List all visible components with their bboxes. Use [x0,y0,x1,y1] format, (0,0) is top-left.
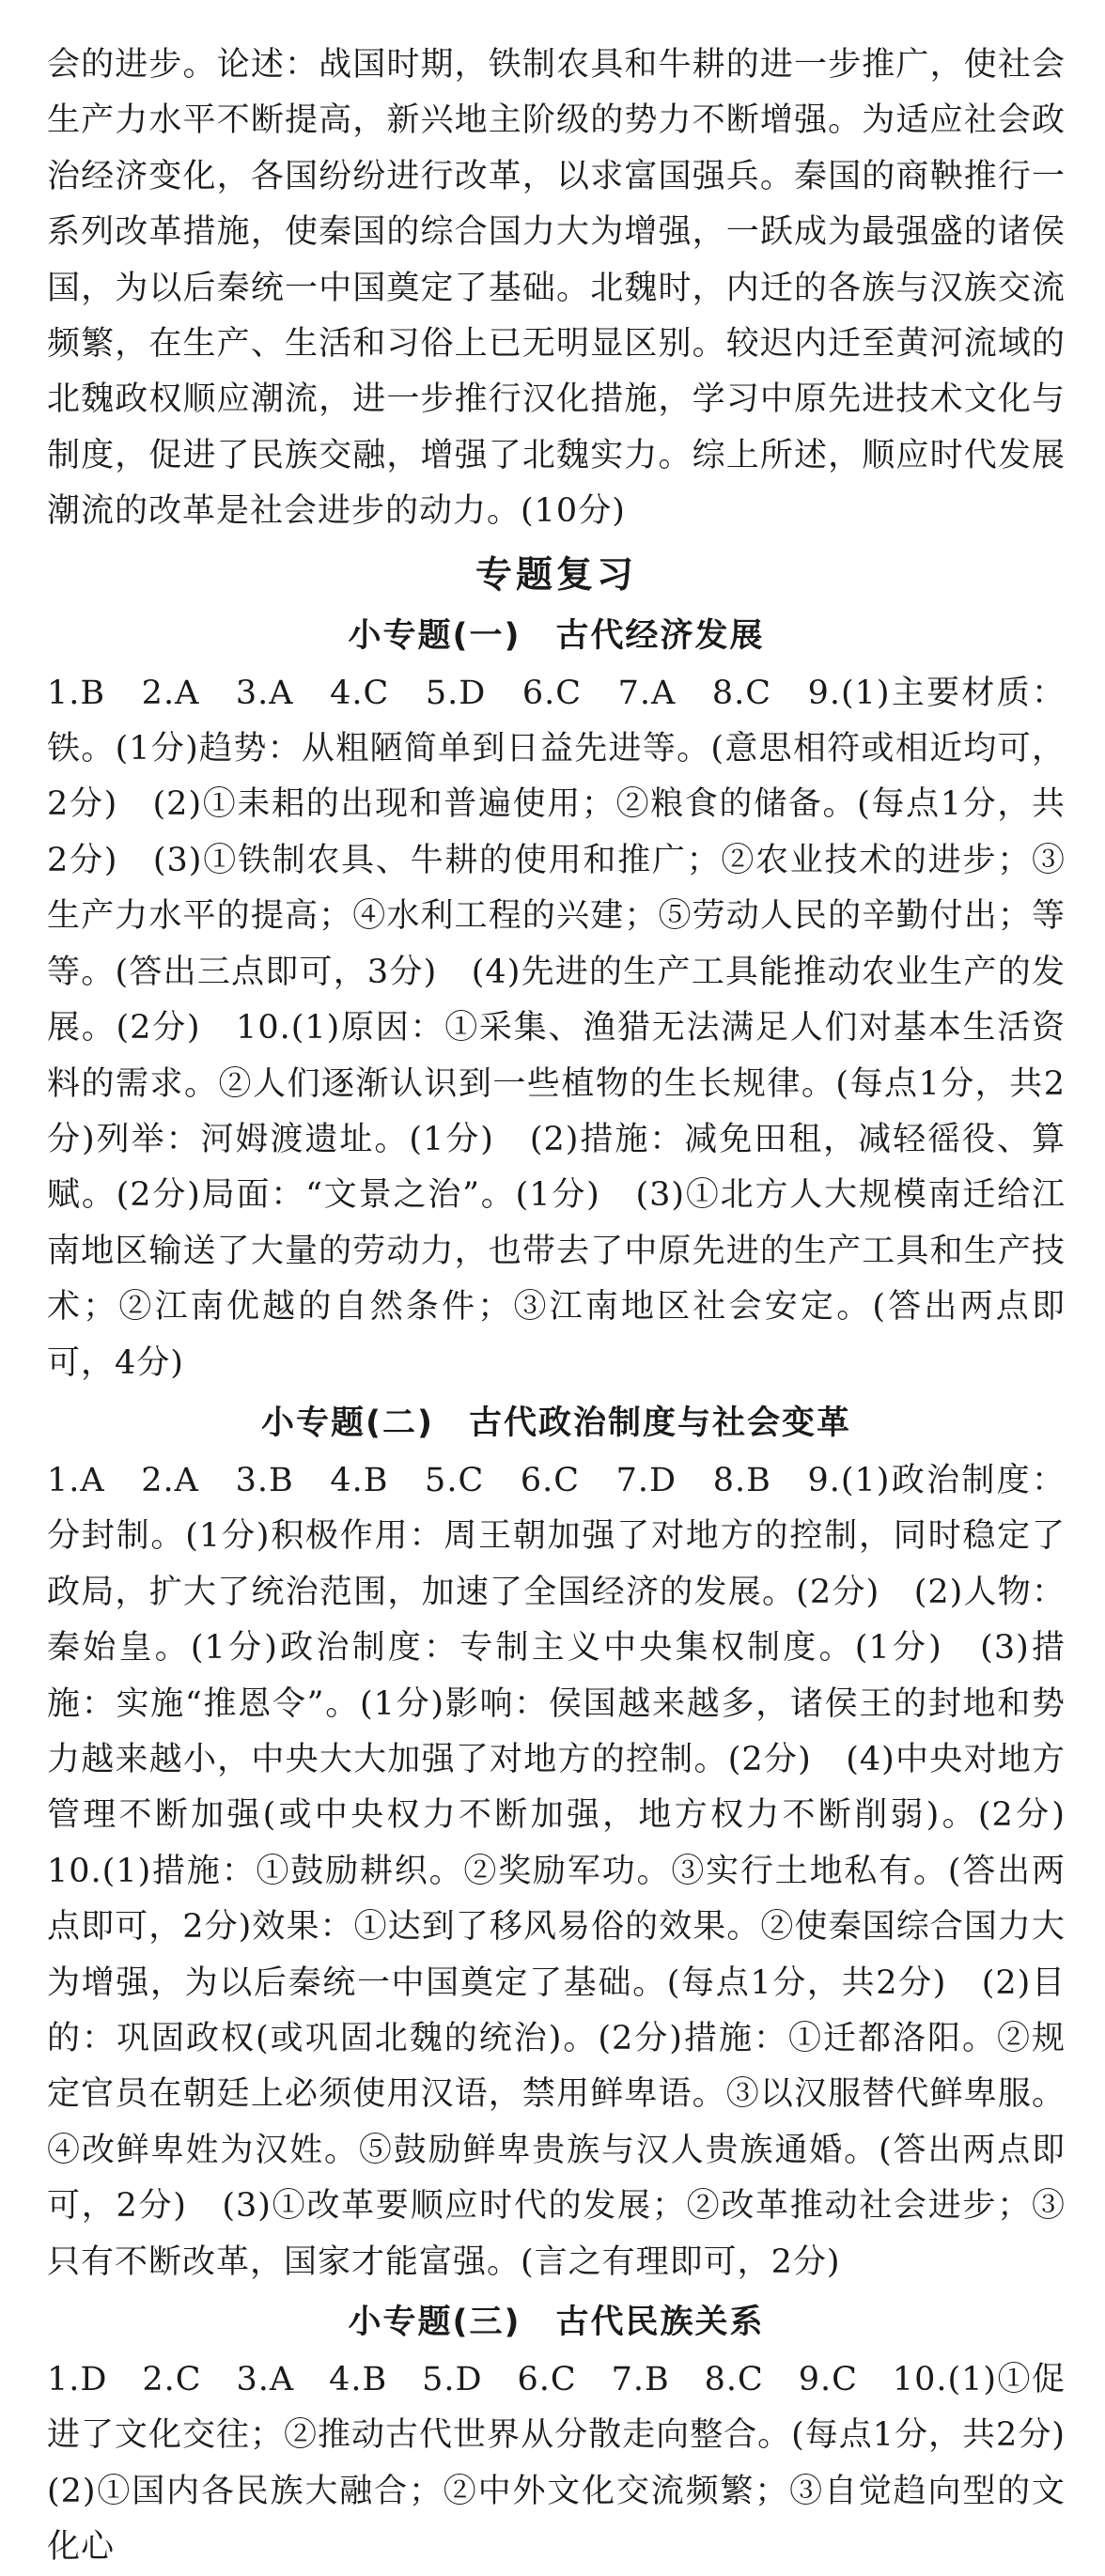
section-politics [47,1395,1100,2290]
intro-paragraph: 会的进步。论述：战国时期，铁制农具和牛耕的进一步推广，使社会生产力水平不断提高，新兴地主阶级的势力不断增强。为适应社会政治经济变化，各国纷纷进行改革，以求富国强兵。秦国的商鞅推行一系列改革措施，使秦国的综合国力大为增强，一跃成为最强盛的诸侯国，为以后秦统一中国奠定了基础。北魏时，内迁的各族与汉族交流频繁，在生产、生活和习俗上已无明显区别。较迟内迁至黄河流域的北魏政权顺应潮流，进一步推行汉化措施，学习中原先进技术文化与制度，促进了民族交融，增强了北魏实力。综上所述，顺应时代发展潮流的改革是社会进步的动力。(10分) [47,46,1066,531]
main-title: 专题复习 [475,553,637,597]
section-economy [47,608,1066,1391]
section-body: 1.D 2.C 3.A 4.B 5.D 6.C 7.B 8.C 9.C 10.(1)①促进了文化交往；②推动古代世界从分散走向整合。(每点1分，共2分) (2)①国内各民族大融合；②中外文化交流频繁；③自觉趋向型的文化心 [47,2361,1100,2567]
section-title: 小专题(二) 古代政治制度与社会变革 [261,1404,851,1442]
section-title: 小专题(一) 古代经济发展 [348,616,765,655]
section-title: 小专题(三) 古代民族关系 [348,2304,765,2342]
section-body: 1.B 2.A 3.A 4.C 5.D 6.C 7.A 8.C 9.(1)主要材质：铁。(1分)趋势：从粗陋简单到日益先进等。(意思相符或相近均可，2分) (2)①耒耜的出现和普遍使用；②粮食的储备。(每点1分，共2分) (3)①铁制农具、牛耕的使用和推广；②农业技术的进步；③生产力水平的提高；④水利工程的兴建；⑤劳动人民的辛勤付出；等等。(答出三点即可，3分) (4)先进的生产工具能推动农业生产的发展。(2分) 10.(1)原因：①采集、渔猎无法满足人们对基本生活资料的需求。②人们逐渐认识到一些植物的生长规律。(每点1分，共2分)列举：河姆渡遗址。(1分) (2)措施：减免田租，减轻徭役、算赋。(2分)局面：“文景之治”。(1分) (3)①北方人大规模南迁给江南地区输送了大量的劳动力，也带去了中原先进的生产工具和生产技术；②江南优越的自然条件；③江南地区社会安定。(答出两点即可，4分) [47,674,1066,1382]
section-body: 1.A 2.A 3.B 4.B 5.C 6.C 7.D 8.B 9.(1)政治制度：分封制。(1分)积极作用：周王朝加强了对地方的控制，同时稳定了政局，扩大了统治范围，加速了全国经济的发展。(2分) (2)人物：秦始皇。(1分)政治制度：专制主义中央集权制度。(1分) (3)措施：实施“推恩令”。(1分)影响：侯国越来越多，诸侯王的封地和势力越来越小，中央大大加强了对地方的控制。(2分) (4)中央对地方管理不断加强(或中央权力不断加强，地方权力不断削弱)。(2分) 10.(1)措施：①鼓励耕织。②奖励军功。③实行土地私有。(答出两点即可，2分)效果：①达到了移风易俗的效果。②使秦国综合国力大为增强，为以后秦统一中国奠定了基础。(每点1分，共2分) (2)目的：巩固政权(或巩固北魏的统治)。(2分)措施：①迁都洛阳。②规定官员在朝廷上必须使用汉语，禁用鲜卑语。③以汉服替代鲜卑服。④改鲜卑姓为汉姓。⑤鼓励鲜卑贵族与汉人贵族通婚。(答出两点即可，2分) (3)①改革要顺应时代的发展；②改革推动社会进步；③只有不断改革，国家才能富强。(言之有理即可，2分) [47,1461,1100,2281]
section-ethnic-relations [47,2294,1100,2576]
